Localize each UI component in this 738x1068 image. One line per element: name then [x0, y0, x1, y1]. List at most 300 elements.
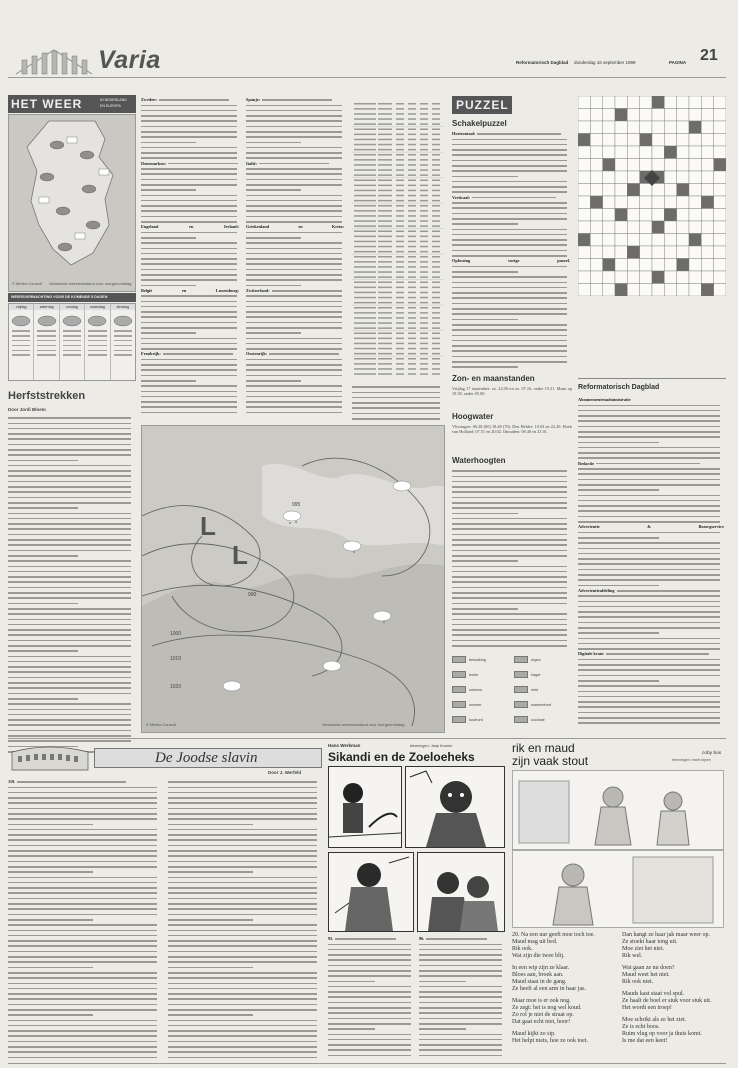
- text-line-stroke: [246, 269, 342, 271]
- crossword-cell: [652, 196, 664, 209]
- poem-line: Maud mag uit bed.: [512, 939, 558, 945]
- table-cell: [378, 174, 392, 176]
- table-cell: [420, 297, 428, 299]
- text-line-stroke: [578, 447, 720, 449]
- text-line-stroke: [246, 306, 342, 308]
- text-line-stroke: [141, 110, 237, 112]
- paragraph-heading: Zweden:: [141, 97, 157, 102]
- text-line-stroke: [246, 221, 342, 223]
- table-cell: [432, 174, 440, 176]
- text-line-stroke: [8, 523, 131, 525]
- table-cell: [432, 287, 440, 289]
- crossword-cell: [578, 271, 590, 284]
- text-line-stroke: [452, 271, 518, 273]
- paragraph-heading: Oostenrijk:: [246, 351, 268, 357]
- text-line-stroke: [578, 664, 720, 666]
- crossword-cell: [627, 146, 639, 159]
- crossword-cell: [689, 209, 701, 222]
- text-line-stroke: [8, 735, 131, 737]
- text-line-stroke: [168, 967, 253, 969]
- legend-swatch-icon: [452, 686, 466, 693]
- text-line-stroke: [246, 189, 301, 191]
- table-cell: [396, 302, 404, 304]
- text-line-stroke: [452, 491, 567, 493]
- table-cell: [396, 129, 404, 131]
- crossword-cell: [640, 96, 652, 109]
- table-cell: [420, 353, 428, 355]
- text-line-stroke: [8, 677, 131, 679]
- text-line-stroke: [452, 497, 567, 499]
- table-cell: [378, 297, 392, 299]
- text-line-stroke: [168, 871, 253, 873]
- poem-stanza: [512, 1031, 614, 1045]
- text-line-stroke: [452, 234, 567, 236]
- forecast-table: [8, 303, 136, 381]
- text-line-stroke: [141, 269, 237, 271]
- table-cell: [420, 363, 428, 365]
- text-line-stroke: [477, 133, 561, 135]
- text-line-stroke: [452, 276, 567, 278]
- table-cell: [408, 169, 416, 171]
- text-line-stroke: [328, 1049, 411, 1051]
- text-line-stroke: [419, 959, 502, 961]
- comic-panel-2: [405, 766, 505, 848]
- table-cell: [354, 123, 376, 125]
- isobar-label-1020: 1020: [170, 684, 182, 690]
- text-line: [168, 1054, 323, 1059]
- text-line-stroke: [141, 322, 237, 324]
- city-temperature-table: [352, 97, 444, 381]
- table-cell: [354, 307, 376, 309]
- crossword-cell: [590, 221, 602, 234]
- crossword-cell: [640, 146, 652, 159]
- crossword-cell: [714, 246, 726, 259]
- text-line-stroke: [8, 1030, 157, 1032]
- table-cell: [408, 103, 416, 105]
- text-line-stroke: [8, 555, 78, 557]
- text-line-stroke: [246, 348, 342, 350]
- table-cell: [378, 338, 392, 340]
- crossword-cell: [664, 184, 676, 197]
- text-line-stroke: [246, 157, 342, 159]
- table-cell: [420, 134, 428, 136]
- legend-label: bewolking: [469, 657, 486, 662]
- table-cell: [420, 154, 428, 156]
- text-line-stroke: [8, 787, 157, 789]
- text-line-stroke: [452, 550, 567, 552]
- crossword-cell: [627, 196, 639, 209]
- text-line-stroke: [168, 845, 317, 847]
- legend-label: occlusie: [531, 717, 545, 722]
- text-line-stroke: [141, 301, 237, 303]
- table-cell: [378, 307, 392, 309]
- text-line-stroke: [8, 930, 157, 932]
- text-line-stroke: [246, 152, 342, 154]
- text-line-stroke: [578, 479, 720, 481]
- text-line-stroke: [246, 391, 342, 393]
- text-line-stroke: [246, 110, 342, 112]
- table-cell: [354, 159, 376, 161]
- table-cell: [408, 282, 416, 284]
- table-cell: [354, 220, 376, 222]
- isobar-label-990: 990: [248, 592, 257, 598]
- poem-col-1: [512, 932, 614, 1062]
- text-line-stroke: [8, 671, 131, 673]
- text-line-stroke: [452, 539, 567, 541]
- table-cell: [432, 210, 440, 212]
- text-line-stroke: [452, 181, 567, 183]
- crossword-cell: [578, 246, 590, 259]
- poem-title-line-1: rik en maud: [512, 741, 575, 755]
- table-cell: [408, 123, 416, 125]
- table-cell: [396, 169, 404, 171]
- text-line-stroke: [452, 576, 567, 578]
- text-line-stroke: [141, 295, 237, 297]
- text-line-stroke: [8, 656, 131, 658]
- text-line-stroke: [141, 221, 237, 223]
- table-cell: [354, 368, 376, 370]
- waterlevels-text: [452, 468, 572, 648]
- crossword-cell: [578, 259, 590, 272]
- text-line-stroke: [578, 722, 720, 724]
- weather-banner-sub-1: IN NEDERLAND: [100, 98, 127, 102]
- text-line-stroke: [269, 353, 339, 355]
- text-line-stroke: [328, 1002, 411, 1004]
- text-line-stroke: [452, 486, 567, 488]
- crossword-cell: [664, 284, 676, 297]
- table-cell: [354, 327, 376, 329]
- table-cell: [408, 225, 416, 227]
- table-cell: [396, 256, 404, 258]
- table-cell: [354, 271, 376, 273]
- text-line-stroke: [8, 619, 131, 621]
- forecast-line: [37, 335, 55, 336]
- text-line-stroke: [452, 587, 567, 589]
- crossword-cell: [701, 259, 713, 272]
- text-line-stroke: [168, 882, 317, 884]
- table-cell: [408, 358, 416, 360]
- text-line-stroke: [328, 1055, 411, 1057]
- crossword-cell: [701, 284, 713, 297]
- text-line-stroke: [578, 632, 659, 634]
- text-line-stroke: [8, 645, 131, 647]
- poem-stanza: [622, 965, 724, 986]
- crossword-cell: [689, 196, 701, 209]
- table-cell: [408, 134, 416, 136]
- text-line-stroke: [452, 629, 567, 631]
- text-line-stroke: [8, 1046, 157, 1048]
- paragraph-heading: Digitale krant: [578, 651, 604, 657]
- crossword-cell: [615, 146, 627, 159]
- table-cell: [396, 118, 404, 120]
- text-line-stroke: [8, 576, 131, 578]
- crossword-cell: [652, 121, 664, 134]
- poem-line: Dat gaat echt niet, hoor!: [512, 1019, 571, 1025]
- table-cell: [420, 174, 428, 176]
- crossword-cell: [603, 284, 615, 297]
- text-line-stroke: [352, 418, 440, 420]
- text-line-stroke: [246, 412, 342, 414]
- text-line-stroke: [8, 666, 131, 668]
- text-line-stroke: [328, 1034, 411, 1036]
- text-line-stroke: [578, 495, 720, 497]
- text-line-stroke: [452, 308, 567, 310]
- table-cell: [432, 353, 440, 355]
- table-cell: [354, 205, 376, 207]
- table-cell: [396, 174, 404, 176]
- text-line-stroke: [8, 730, 131, 732]
- table-cell: [408, 312, 416, 314]
- table-cell: [396, 113, 404, 115]
- table-cell: [432, 129, 440, 131]
- weather-banner-sub-2: EN EUROPA: [100, 104, 121, 108]
- legend-label: koufront: [469, 717, 483, 722]
- crossword-cell: [701, 209, 713, 222]
- table-cell: [420, 282, 428, 284]
- table-cell: [378, 225, 392, 227]
- text-line-stroke: [426, 938, 486, 940]
- comic-illustrator: tekeningen: Jaap Kramer: [410, 744, 453, 748]
- tides-title: Hoogwater: [452, 412, 494, 421]
- crossword-cell: [603, 259, 615, 272]
- text-line-stroke: [246, 200, 342, 202]
- crossword-cell: [578, 196, 590, 209]
- text-line-stroke: [8, 497, 131, 499]
- poem-line: Maud staat in de gang.: [512, 979, 567, 985]
- poem-line: 20. Na een uur geeft moe toch toe.: [512, 932, 595, 938]
- text-line-stroke: [452, 287, 567, 289]
- poem-line: Het wordt een troep!: [622, 1005, 672, 1011]
- table-cell: [408, 241, 416, 243]
- text-line-stroke: [452, 476, 567, 478]
- text-line-stroke: [246, 263, 342, 265]
- table-cell: [408, 180, 416, 182]
- text-line-stroke: [141, 157, 237, 159]
- text-line-stroke: [452, 513, 518, 515]
- table-cell: [420, 261, 428, 263]
- text-line-stroke: [578, 473, 720, 475]
- text-line-stroke: [8, 967, 93, 969]
- table-cell: [420, 225, 428, 227]
- text-line-stroke: [578, 569, 720, 571]
- text-line-stroke: [328, 970, 411, 972]
- text-line-stroke: [8, 661, 131, 663]
- forecast-line: [63, 354, 81, 355]
- text-line-stroke: [578, 510, 720, 512]
- text-line-stroke: [352, 413, 440, 415]
- text-line-stroke: [141, 406, 237, 408]
- text-line-stroke: [328, 959, 411, 961]
- text-line-stroke: [141, 237, 196, 239]
- text-line-stroke: [452, 244, 567, 246]
- table-cell: [378, 271, 392, 273]
- table-cell: [420, 251, 428, 253]
- text-line-stroke: [168, 1030, 317, 1032]
- text-line-stroke: [141, 168, 237, 170]
- text-line-stroke: [578, 601, 720, 603]
- table-cell: [354, 333, 376, 335]
- text-line-stroke: [8, 792, 157, 794]
- table-cell: [354, 200, 376, 202]
- text-line: [452, 643, 572, 648]
- table-cell: [354, 113, 376, 115]
- legend-label: warmtefront: [531, 702, 552, 707]
- text-line-stroke: [578, 563, 720, 565]
- table-cell: [354, 139, 376, 141]
- text-line-stroke: [141, 184, 237, 186]
- crossword-cell: [627, 271, 639, 284]
- crossword-cell: [640, 259, 652, 272]
- forecast-line: [114, 350, 132, 351]
- bottom-map-caption: Verwachte weerstoestand voor morgenmiddag: [322, 722, 405, 727]
- text-line-stroke: [168, 839, 317, 841]
- table-cell: [420, 276, 428, 278]
- text-line-stroke: [141, 200, 237, 202]
- crossword-cell: [578, 184, 590, 197]
- paragraph-heading: Italië:: [246, 160, 257, 166]
- crossword-cell: [664, 121, 676, 134]
- crossword-cell: [590, 134, 602, 147]
- text-line-stroke: [8, 634, 131, 636]
- text-line-stroke: [8, 581, 131, 583]
- table-cell: [408, 338, 416, 340]
- text-line-stroke: [419, 1034, 502, 1036]
- table-cell: [432, 113, 440, 115]
- table-cell: [378, 108, 392, 110]
- text-line-stroke: [419, 986, 502, 988]
- forecast-line: [114, 345, 132, 346]
- text-line-stroke: [8, 502, 131, 504]
- text-line-stroke: [578, 521, 720, 523]
- crossword-cell: [677, 184, 689, 197]
- text-line-stroke: [246, 401, 342, 403]
- paragraph-heading: 95.: [328, 936, 334, 941]
- poem-line: Maud weet het niet.: [622, 972, 670, 978]
- text-line-stroke: [328, 996, 411, 998]
- text-line-stroke: [246, 364, 342, 366]
- text-line-stroke: [141, 401, 237, 403]
- forecast-day: [9, 304, 34, 380]
- poem-stanza: [512, 998, 614, 1026]
- crossword-cell: [689, 96, 701, 109]
- text-line-stroke: [452, 176, 518, 178]
- text-line-stroke: [168, 945, 317, 947]
- table-cell: [378, 373, 392, 375]
- table-cell: [408, 363, 416, 365]
- text-line-stroke: [578, 648, 720, 650]
- poem-stanza: [512, 932, 614, 960]
- text-line-stroke: [141, 136, 237, 138]
- table-cell: [420, 307, 428, 309]
- table-cell: [432, 271, 440, 273]
- text-line-stroke: [328, 954, 411, 956]
- text-line-stroke: [578, 489, 659, 491]
- table-cell: [432, 348, 440, 350]
- text-line-stroke: [8, 914, 157, 916]
- text-line-stroke: [8, 1057, 157, 1059]
- comic-panel-4: [417, 852, 505, 932]
- text-line-stroke: [578, 452, 720, 454]
- table-cell: [420, 190, 428, 192]
- table-cell: [420, 343, 428, 345]
- table-cell: [432, 282, 440, 284]
- table-cell: [378, 123, 392, 125]
- text-line-stroke: [8, 935, 157, 937]
- crossword-cell: [664, 221, 676, 234]
- text-line-stroke: [246, 142, 301, 144]
- text-line-stroke: [8, 544, 131, 546]
- poem-line: Maud kijkt zo sip.: [512, 1031, 556, 1037]
- poem-col-2: [622, 932, 724, 1062]
- table-cell: [354, 276, 376, 278]
- tides-text: Vlissingen: 06.28 (60) 18.48 (70). Den Helder: 10.03 en 22.26. Hoek van Holland: 07.51 en 20.02. IJmuiden: 08.40 en 21.01.: [452, 424, 572, 435]
- table-cell: [408, 210, 416, 212]
- low-pressure-label-2: L: [232, 540, 248, 570]
- poem-illustration-1: [512, 770, 724, 850]
- text-line-stroke: [168, 908, 317, 910]
- text-line-stroke: [452, 266, 567, 268]
- text-line-stroke: [168, 850, 317, 852]
- text-line-stroke: [141, 253, 237, 255]
- table-cell: [432, 154, 440, 156]
- table-cell: [396, 343, 404, 345]
- table-cell: [408, 322, 416, 324]
- forecast-line: [12, 340, 30, 341]
- forecast-line: [37, 330, 55, 331]
- crossword-cell: [677, 171, 689, 184]
- text-line-stroke: [419, 1023, 502, 1025]
- text-line-stroke: [8, 566, 131, 568]
- table-cell: [396, 185, 404, 187]
- text-line-stroke: [452, 603, 567, 605]
- table-cell: [432, 185, 440, 187]
- text-line-stroke: [8, 428, 131, 430]
- comic-author: Hans Werkman: [328, 743, 361, 748]
- text-line-stroke: [8, 845, 157, 847]
- text-line-stroke: [8, 834, 157, 836]
- text-line: [246, 410, 346, 415]
- crossword-cell: [603, 134, 615, 147]
- table-cell: [420, 103, 428, 105]
- legend-label: hagel: [531, 672, 541, 677]
- crossword-cell: [590, 196, 602, 209]
- crossword-cell: [701, 146, 713, 159]
- text-line-stroke: [168, 813, 317, 815]
- text-line-stroke: [8, 877, 157, 879]
- crossword-cell: [689, 259, 701, 272]
- text-line-stroke: [246, 279, 342, 281]
- article-title: Herfststrekken: [8, 390, 86, 402]
- text-line-stroke: [8, 534, 131, 536]
- crossword-cell: [652, 96, 664, 109]
- paragraph-heading: Griekenland en Kreta:: [246, 224, 344, 230]
- text-line-stroke: [246, 311, 342, 313]
- table-cell: [408, 195, 416, 197]
- text-line-stroke: [419, 1044, 502, 1046]
- table-cell: [408, 307, 416, 309]
- table-cell: [354, 129, 376, 131]
- poem-line: Ze heeft al een arm in haar jas.: [512, 986, 586, 992]
- text-line-stroke: [578, 579, 720, 581]
- table-cell: [432, 302, 440, 304]
- paragraph-heading: Verticaal:: [452, 194, 470, 200]
- text-line-stroke: [452, 303, 567, 305]
- crossword-cell: [664, 134, 676, 147]
- forecast-line: [63, 340, 81, 341]
- puzzle-title: Schakelpuzzel: [452, 119, 507, 128]
- poem-line: Rik ook niet.: [622, 979, 654, 985]
- crossword-cell: [627, 96, 639, 109]
